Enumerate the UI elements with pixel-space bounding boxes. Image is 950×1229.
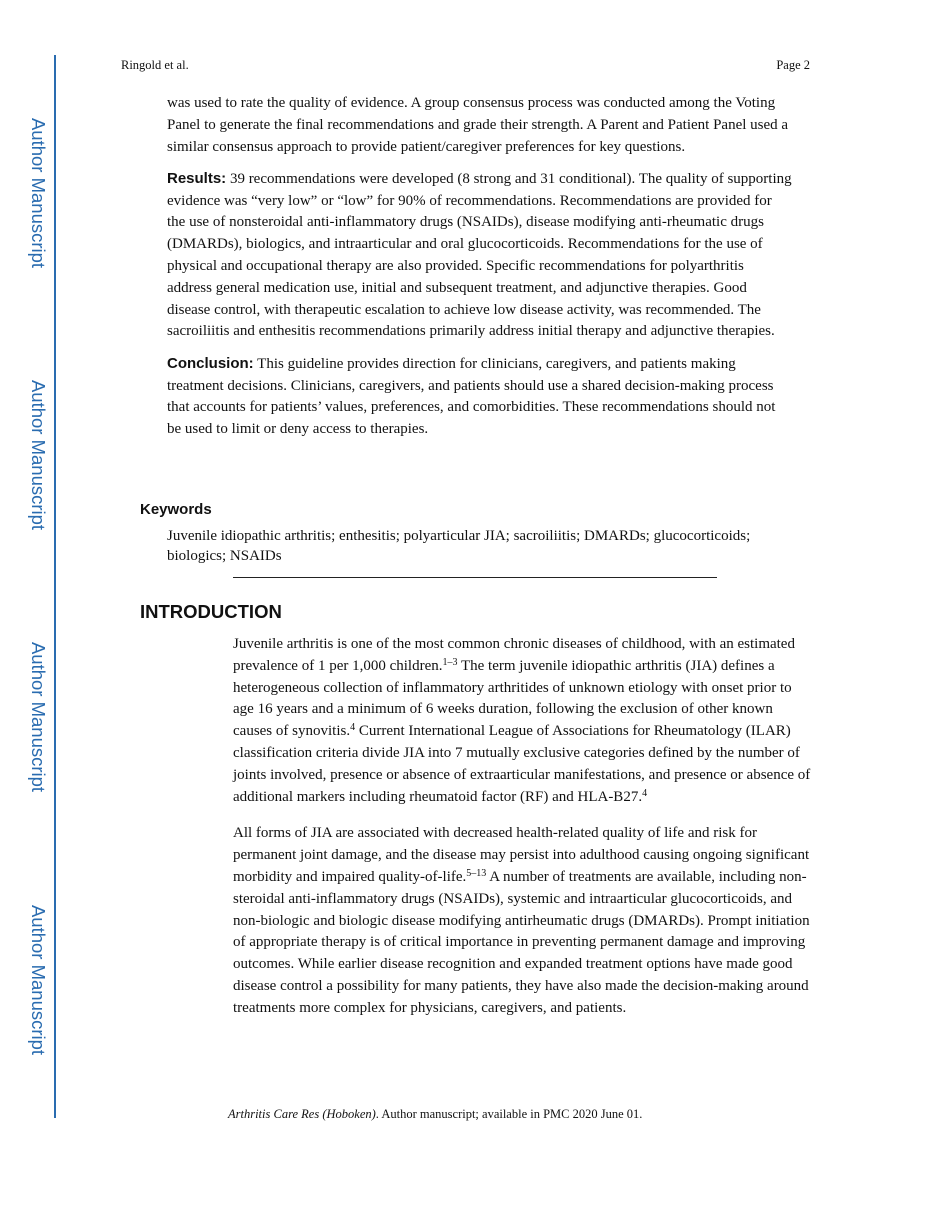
page-footer	[228, 1107, 642, 1122]
intro-paragraph-2	[233, 823, 813, 1019]
intro-p1-text-a: Juvenile arthritis is one of the most common chronic diseases of childhood, with an estimated prevalence of 1 per 1,000 children.	[233, 636, 795, 674]
intro-p1-text-b: The term juvenile idiopathic arthritis (JIA) defines a heterogeneous collection of inflammatory arthritides of unknown etiology with onset prior to age 16 years and a minimum of 6 weeks duration, following the exclusion of other known causes of synovitis.	[233, 657, 792, 740]
citation-ref[interactable]: 4	[642, 787, 648, 799]
keywords-heading: Keywords	[140, 501, 212, 518]
introduction-heading: INTRODUCTION	[140, 601, 282, 622]
citation-ref[interactable]: 4	[350, 722, 356, 734]
journal-name: Arthritis Care Res (Hoboken)	[228, 1107, 376, 1121]
abstract-results	[167, 168, 792, 343]
sidebar-rule	[54, 55, 56, 1118]
citation-ref[interactable]: 5–13	[466, 867, 487, 879]
citation-ref[interactable]: 1–3	[442, 656, 458, 668]
abstract	[167, 93, 792, 450]
results-text: 39 recommendations were developed (8 strong and 31 conditional). The quality of supporting evidence was “very low” or “low” for 90% of recommendations. Recommendations are provided for the use of nonsteroidal anti-inflammatory drugs (NSAIDs), disease modifying anti-rheumatic drugs (DMARDs), biologics, and intraarticular and oral glucocorticoids. Recommendations for the use of physical and occupational therapy are also provided. Specific recommendations for polyarthritis address general medication use, initial and subsequent treatment, and adjunctive therapies. Good disease control, with therapeutic escalation to achieve low disease activity, was recommended. The sacroiliitis and enthesitis recommendations primarily address initial therapy and adjunctive therapies.	[167, 170, 792, 340]
results-label: Results:	[167, 169, 227, 187]
section-divider	[233, 577, 717, 578]
keywords-text: Juvenile idiopathic arthritis; enthesitis; polyarticular JIA; sacroiliitis; DMARDs; glucocorticoids; biologics; NSAIDs	[167, 528, 751, 564]
introduction-body	[233, 634, 813, 1035]
abstract-conclusion	[167, 353, 792, 441]
running-header-authors: Ringold et al.	[121, 58, 189, 72]
abstract-methods-continued: was used to rate the quality of evidence. A group consensus process was conducted among the Voting Panel to generate the final recommendations and grade their strength. A Parent and Patient Panel used a similar consensus approach to provide patient/caregiver preferences for key questions.	[167, 95, 789, 155]
intro-p2-text-a: All forms of JIA are associated with decreased health-related quality of life and risk for permanent joint damage, and the disease may persist into adulthood causing ongoing significant morbidity and impaired quality-of-life.	[233, 825, 810, 885]
conclusion-label: Conclusion:	[167, 354, 254, 372]
footer-availability: . Author manuscript; available in PMC 2020 June 01.	[375, 1107, 643, 1121]
intro-p2-text-b: A number of treatments are available, including non-steroidal anti-inflammatory drugs (NSAIDs), systemic and intraarticular glucocorticoids, and non-biologic and biologic disease modifying antirheumatic drugs (DMARDs). Prompt initiation of appropriate therapy is of critical importance in preventing permanent damage and improving outcomes. While earlier disease recognition and expanded treatment options have made good disease control a possibility for many patients, they have also made the decision-making around treatments more complex for physicians, caregivers, and patients.	[233, 868, 810, 1016]
page-number: Page 2	[776, 58, 810, 72]
conclusion-text: This guideline provides direction for clinicians, caregivers, and patients making treatment decisions. Clinicians, caregivers, and patients should use a shared decision-making process that accounts for patients’ values, preferences, and comorbidities. These recommendations should not be used to limit or deny access to therapies.	[167, 355, 776, 438]
intro-p1-text-c: Current International League of Associations for Rheumatology (ILAR) classification criteria divide JIA into 7 mutually exclusive categories defined by the number of joints involved, presence or absence of extraarticular manifestations, and presence or absence of additional markers including rheumatoid factor (RF) and HLA-B27.	[233, 723, 811, 805]
intro-paragraph-1	[233, 634, 813, 808]
